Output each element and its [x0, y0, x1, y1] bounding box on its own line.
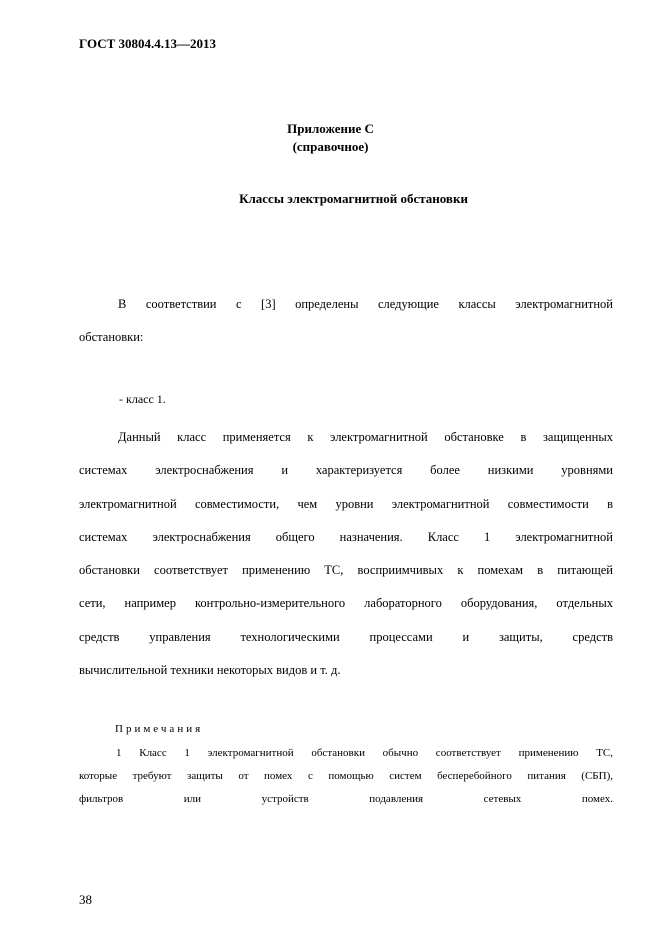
description-line: средств управления технологическими процессами и защиты, средств	[79, 629, 613, 644]
note-line: которые требуют защиты от помех с помощью систем бесперебойного питания (СБП),	[79, 770, 613, 782]
page-number: 38	[79, 892, 92, 907]
intro-line: В соответствии с [3] определены следующие классы электромагнитной	[118, 297, 613, 311]
notes-block	[79, 742, 613, 811]
intro-paragraph	[79, 288, 613, 355]
appendix-subtitle: (справочное)	[292, 139, 369, 154]
description-line: сети, например контрольно-измерительного лабораторного оборудования, отдельных	[79, 596, 613, 611]
section-title: Классы электромагнитной обстановки	[239, 191, 468, 206]
description-line: обстановки соответствует применению ТС, восприимчивых к помехам в питающей	[79, 563, 613, 578]
notes-title: Примечания	[115, 723, 204, 735]
intro-line: обстановки:	[79, 330, 144, 345]
description-line: вычислительной техники некоторых видов и т. д.	[79, 663, 341, 678]
class-item: - класс 1.	[119, 392, 166, 406]
description-line: электромагнитной совместимости, чем уровни электромагнитной совместимости в	[79, 496, 613, 511]
description-line: системах электроснабжения и характеризуется более низкими уровнями	[79, 463, 613, 478]
document-header: ГОСТ 30804.4.13—2013	[79, 36, 217, 51]
description-line: Данный класс применяется к электромагнитной обстановке в защищенных	[118, 430, 613, 444]
description-line: системах электроснабжения общего назначения. Класс 1 электромагнитной	[79, 529, 613, 544]
note-line: фильтров или устройств подавления сетевых помех.	[79, 793, 613, 805]
description-paragraph	[79, 421, 613, 687]
note-line: 1 Класс 1 электромагнитной обстановки обычно соответствует применению ТС,	[116, 747, 613, 759]
appendix-title: Приложение С	[287, 121, 374, 136]
